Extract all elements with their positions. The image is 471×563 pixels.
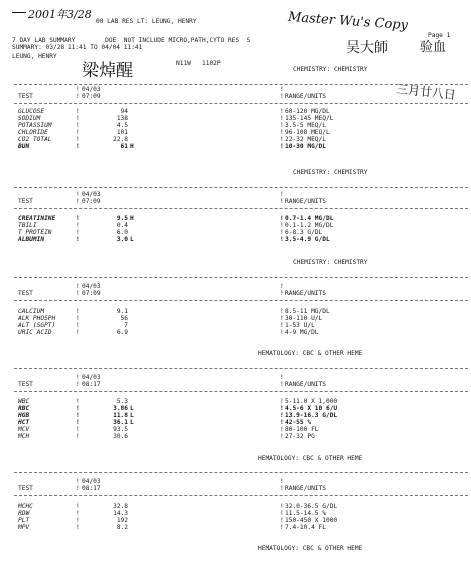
patient-unit: N11W (176, 60, 191, 67)
table-row: CREATININE ! 9.5 H ! 0.7-1.4 MG/DL (18, 215, 334, 222)
table-row: CO2 TOTAL ! 22.8 ! 22-32 MEQ/L (18, 136, 326, 143)
table-row: BUN ! 61 H ! 10-30 MG/DL (18, 143, 326, 150)
section-footer: HEMATOLOGY: CBC & OTHER HEME (258, 455, 363, 462)
table-row: MPV ! 8.2 ! 7.4-10.4 FL (18, 524, 326, 531)
table-row: MCHC ! 32.8 ! 32.0-36.5 G/DL (18, 503, 338, 510)
handwritten-name: 梁焯醒 (82, 61, 133, 81)
handwritten-date (28, 6, 92, 22)
table-row: ALT (SGPT) ! 7 ! 1-53 U/L (18, 322, 315, 329)
patient-room: 1102P (202, 60, 221, 67)
section-date-header: ! 04/03 ! (76, 191, 284, 198)
divider (14, 277, 468, 278)
handwritten-doctor: 吴大師 (346, 40, 388, 56)
section-footer: CHEMISTRY: CHEMISTRY (293, 169, 368, 176)
divider (14, 187, 468, 188)
section-date-header: ! 04/03 ! (76, 478, 284, 485)
table-row: HGB ! 11.8 L ! 13.9-16.3 G/DL (18, 412, 338, 419)
table-row: POTASSIUM ! 4.5 ! 3.5-5 MEQ/L (18, 122, 326, 129)
table-row: ALK PHOSPH ! 56 ! 30-110 U/L (18, 315, 323, 322)
handwritten-copy-note: Master Wu's Copy (287, 9, 409, 34)
section-title-chemistry: CHEMISTRY: CHEMISTRY (293, 66, 368, 73)
table-row: URIC ACID ! 6.9 ! 4-9 MG/DL (18, 329, 319, 336)
table-row: RBC ! 3.86 L ! 4.5-6 X 10 6/U (18, 405, 338, 412)
section-date-header: ! 04/03 ! (76, 86, 284, 93)
table-row: TBILI ! 0.4 ! 0.1-1.2 MG/DL (18, 222, 334, 229)
page-number: Page 1 (428, 32, 451, 39)
section-col-header: TEST ! 08:17 ! RANGE/UNITS (18, 485, 326, 492)
divider (14, 391, 468, 392)
section-footer: HEMATOLOGY: CBC & OTHER HEME (258, 350, 363, 357)
handwritten-date-chinese: 三月廿八日 (395, 81, 457, 103)
divider (14, 84, 468, 85)
divider (14, 368, 468, 369)
table-row: GLUCOSE ! 94 ! 60-120 MG/DL (18, 108, 330, 115)
table-row: SODIUM ! 138 ! 135-145 MEQ/L (18, 115, 334, 122)
section-footer: CHEMISTRY: CHEMISTRY (293, 259, 368, 266)
table-row: RDW ! 14.3 ! 11.5-14.5 % (18, 510, 326, 517)
table-row: MCH ! 30.6 ! 27-32 PG (18, 433, 315, 440)
table-row: ALBUMIN ! 3.0 L ! 3.5-4.9 G/DL (18, 236, 330, 243)
divider (14, 208, 468, 209)
table-row: HCT ! 36.1 L ! 42-55 % (18, 419, 312, 426)
table-row: T PROTEIN ! 6.0 ! 6-8.3 G/DL (18, 229, 323, 236)
table-row: CALCIUM ! 9.1 ! 8.5-11 MG/DL (18, 308, 330, 315)
table-row: WBC ! 5.3 ! 5-11.0 X 1,000 (18, 398, 338, 405)
section-footer: HEMATOLOGY: CBC & OTHER HEME (258, 545, 363, 552)
section-date-header: ! 04/03 ! (76, 283, 284, 290)
divider (14, 300, 468, 301)
divider (14, 472, 468, 473)
section-col-header: TEST ! 07:09 ! RANGE/UNITS (18, 198, 326, 205)
patient-name: LEUNG, HENRY (12, 53, 57, 60)
table-row: CHLORIDE ! 101 ! 96-108 MEQ/L (18, 129, 330, 136)
section-col-header: TEST ! 07:09 ! RANGE/UNITS (18, 290, 326, 297)
header-line1: 00 LAB RES LT: LEUNG, HENRY (96, 18, 197, 25)
divider (14, 103, 468, 104)
section-date-header: ! 04/03 ! (76, 374, 284, 381)
handwritten-verified: 验血 (420, 40, 447, 55)
header-line2: 7 DAY LAB SUMMARY DOE NOT INCLUDE MICRO,PATH,CYTO RES S (12, 37, 251, 44)
handwritten-date-text: 2001年3/28 (28, 8, 92, 21)
section-col-header: TEST ! 08:17 ! RANGE/UNITS (18, 381, 326, 388)
divider (14, 495, 468, 496)
header-line3: SUMMARY: 03/28 11:41 TO 04/04 11:41 (12, 44, 143, 51)
table-row: PLT ! 192 ! 150-450 X 1000 (18, 517, 338, 524)
table-row: MCV ! 93.5 ! 80-100 FL (18, 426, 319, 433)
section-col-header: TEST ! 07:09 ! RANGE/UNITS (18, 93, 326, 100)
